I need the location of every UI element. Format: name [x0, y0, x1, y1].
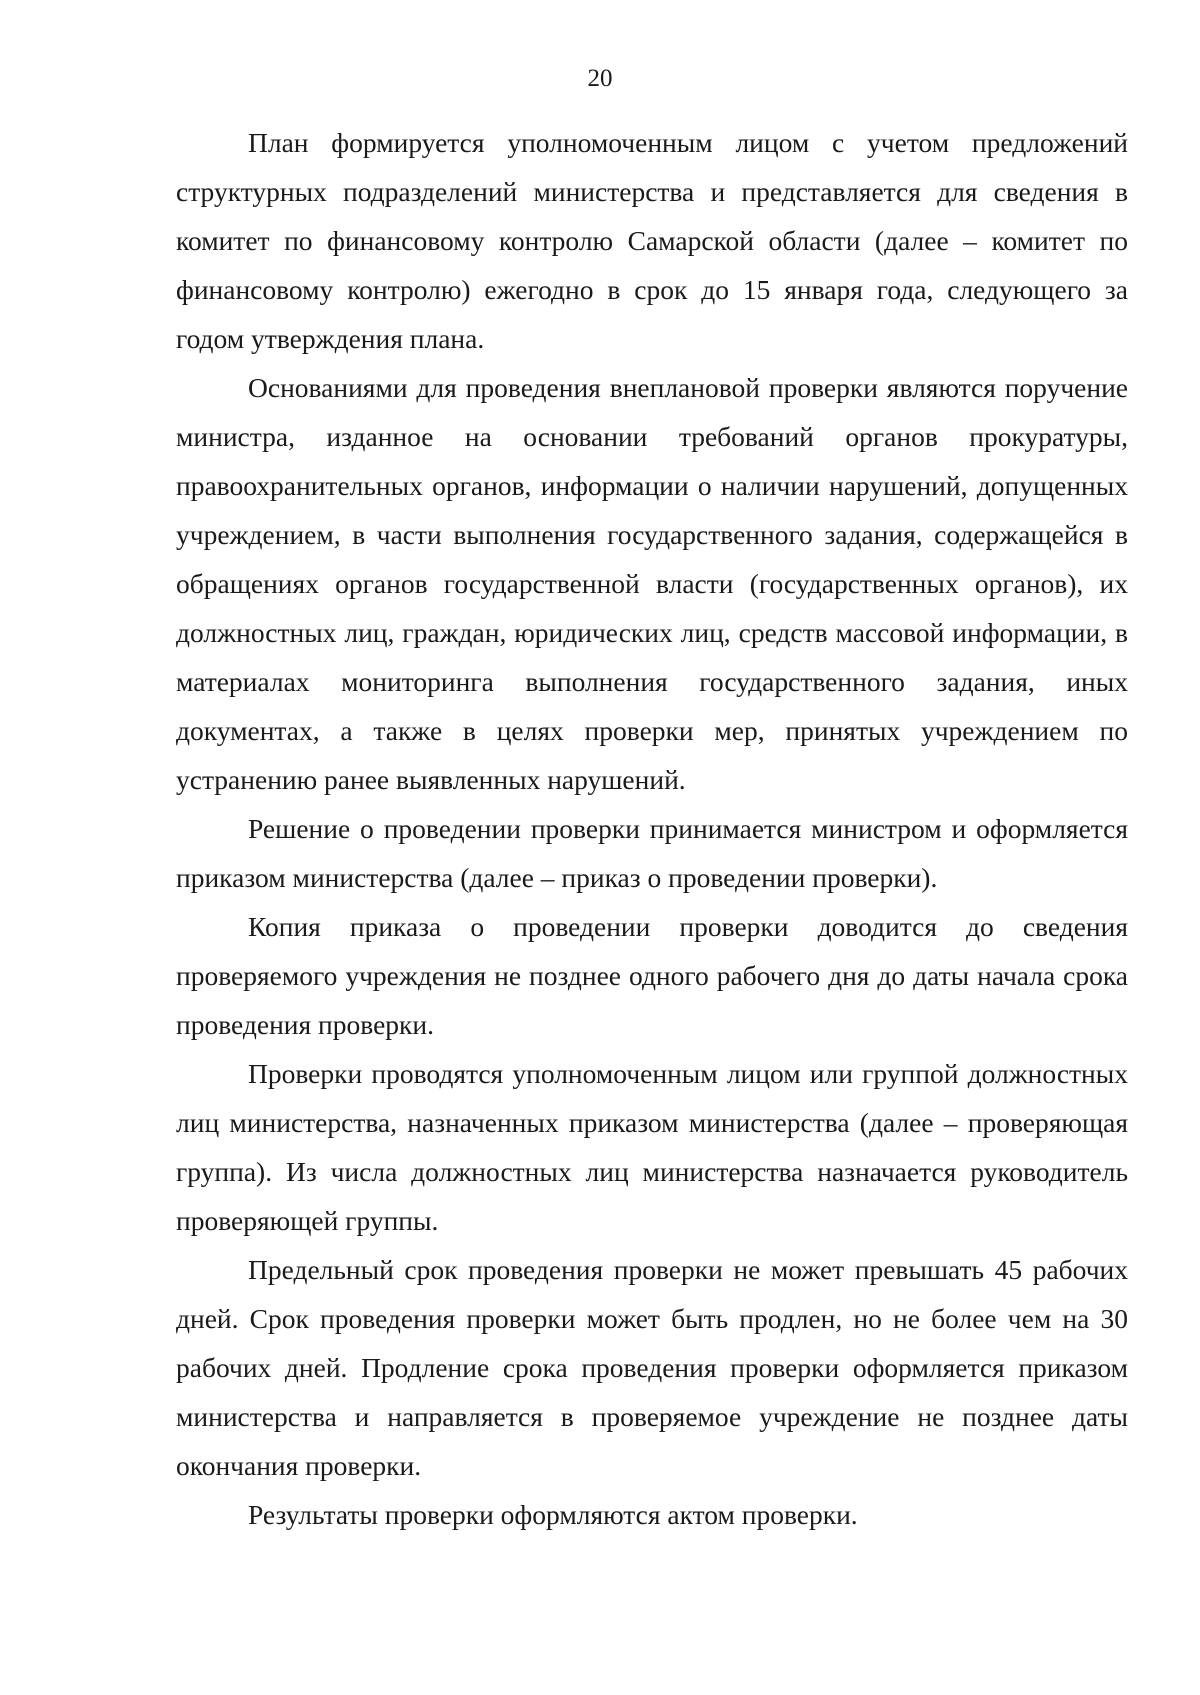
paragraph-copy-order: Копия приказа о проведении проверки доводится до сведения проверяемого учреждения не позднее одного рабочего дня до даты начала срока проведения проверки. [176, 911, 1128, 1040]
paragraph-results: Результаты проверки оформляются актом проверки. [248, 1499, 858, 1530]
paragraph-grounds: Основаниями для проведения внеплановой проверки являются поручение министра, изданное на основании требований органов прокуратуры, правоохранительных органов, информации о наличии нарушений, допущенных учреждением, в части выполнения государственного задания, содержащейся в обращениях органов государственной власти (государственных органов), их должностных лиц, граждан, юридических лиц, средств массовой информации, в материалах мониторинга выполнения государственного задания, иных документах, а также в целях проверки мер, принятых учреждением по устранению ранее выявленных нарушений. [176, 372, 1128, 795]
paragraph-decision: Решение о проведении проверки принимается министром и оформляется приказом министерства (далее – приказ о проведении проверки). [176, 813, 1128, 893]
paragraph-plan: План формируется уполномоченным лицом с учетом предложений структурных подразделений министерства и представляется для сведения в комитет по финансовому контролю Самарской области (далее – комитет по финансовому контролю) ежегодно в срок до 15 января года, следующего за годом утверждения плана. [176, 127, 1128, 354]
document-body [176, 118, 1128, 1539]
paragraph-inspectors: Проверки проводятся уполномоченным лицом или группой должностных лиц министерства, назначенных приказом министерства (далее – проверяющая группа). Из числа должностных лиц министерства назначается руководитель проверяющей группы. [176, 1058, 1128, 1236]
page-number: 20 [587, 65, 613, 92]
paragraph-deadline: Предельный срок проведения проверки не может превышать 45 рабочих дней. Срок проведения проверки может быть продлен, но не более чем на 30 рабочих дней. Продление срока проведения проверки оформляется приказом министерства и направляется в проверяемое учреждение не позднее даты окончания проверки. [176, 1254, 1128, 1481]
